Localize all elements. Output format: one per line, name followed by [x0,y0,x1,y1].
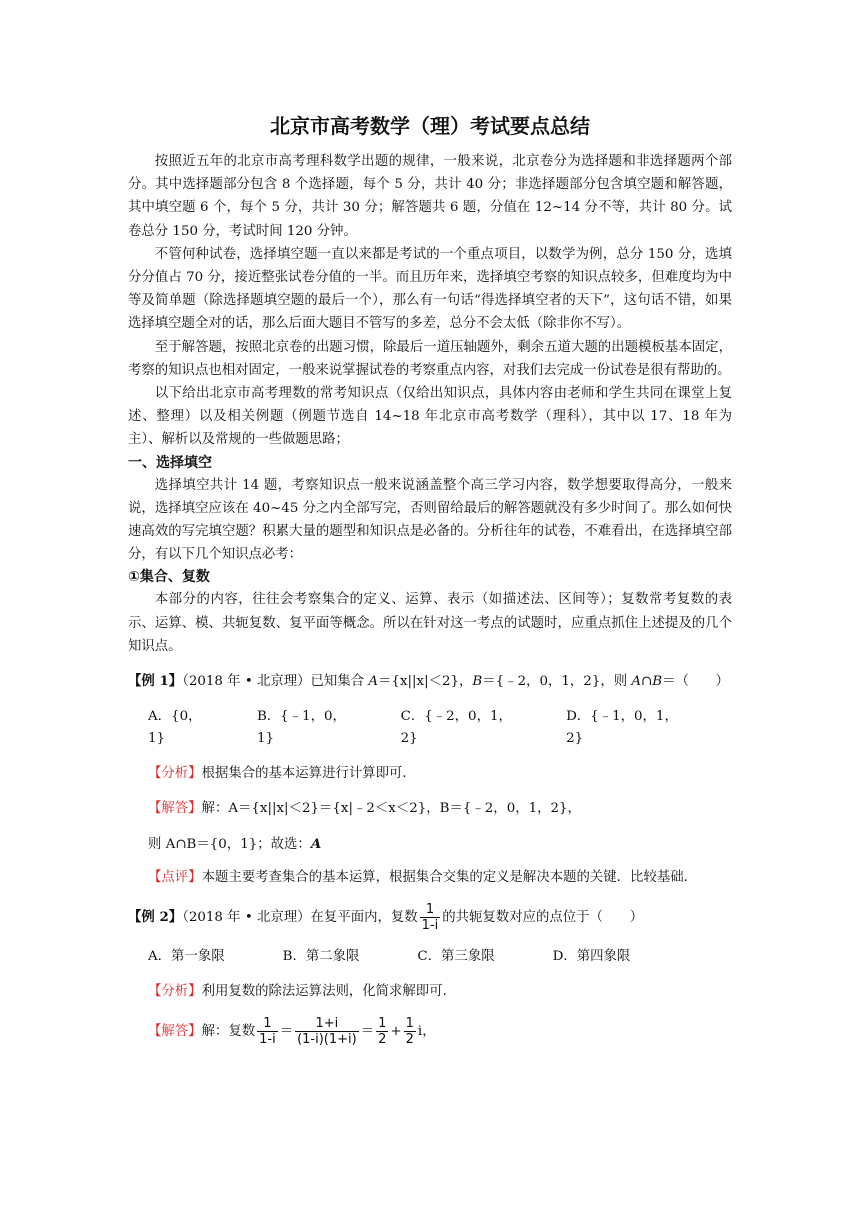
answer-tag: 【解答】 [148,801,202,817]
example-1-answer: 【解答】解：A＝{x||x|＜2}＝{x|﹣2＜x＜2}，B＝{﹣2，0，1，2}， [148,801,581,817]
option-d: D．第四象限 [552,949,631,965]
document-title: 北京市高考数学（理）考试要点总结 [270,114,590,138]
example-1-answer-line-2: 则 A∩B＝{0，1}；故选：A [148,836,322,853]
sub-paragraph: 本部分的内容，往往会考察集合的定义、运算、表示（如描述法、区间等）；复数常考复数的表示、运算、模、共轭复数、复平面等概念。所以在针对这一考点的试题时，应重点抓住上述提及的几个知识点。 [128,592,732,654]
intro-paragraph-2: 不管何种试卷，选择填空题一直以来都是考试的一个重点项目，以数学为例，总分 150 分，选填分分值占 70 分，接近整张试卷分值的一半。而且历年来，选择填空考察的知识点较多，但难度均为中等及简单题（除选择题填空题的最后一个），那么有一句话“得选择填空者的天下”，这句话不错，如果选择填空题全对的话，那么后面大题目不管写的多差，总分不会太低（除非你不写）。 [128,246,732,332]
example-2-question: 【例 2】（2018 年 • 北京理）在复平面内，复数 $\frac{1}{1-i}$ 的共轭复数对应的点位于（ ） [128,902,644,934]
fraction: $\frac{1+i}{(1-i)(1+i)}$ [297,1016,357,1048]
example-1-label: 【例 1】 [128,673,183,690]
fraction: $\frac{1}{2}$ [405,1016,414,1048]
intro-paragraph-3: 至于解答题，按照北京卷的出题习惯，除最后一道压轴题外，剩余五道大题的出题模板基本固定，考察的知识点也相对固定，一般来说掌握试卷的考察重点内容，对我们去完成一份试卷是很有帮助的。 [128,339,732,378]
answer-tag: 【解答】 [148,1024,202,1040]
option-a: A．{0，1} [148,709,202,747]
example-1-comment: 【点评】本题主要考查集合的基本运算，根据集合交集的定义是解决本题的关键．比较基础． [148,870,698,886]
option-c: C．{﹣2，0，1，2} [400,709,512,747]
section-paragraph: 选择填空共计 14 题，考察知识点一般来说涵盖整个高三学习内容，数学想要取得高分，一般来说，选择填空应该在 40~45 分之内全部写完，否则留给最后的解答题就没有多少时间了。那么如何快速高效的写完填空题？积累大量的题型和知识点是必备的。分析往年的试卷，不难看出，在选择填空部分，有以下几个知识点必考： [128,477,732,563]
option-b: B．第二象限 [282,949,360,965]
example-2-label: 【例 2】 [128,909,183,926]
analysis-tag: 【分析】 [148,766,202,782]
option-c: C．第三象限 [417,949,495,965]
option-d: D．{﹣1，0，1，2} [566,709,678,747]
fraction: $\frac{1}{1-i}$ [259,1016,276,1048]
intro-paragraph-4: 以下给出北京市高考理数的常考知识点（仅给出知识点，具体内容由老师和学生共同在课堂上复述、整理）以及相关例题（例题节选自 14~18 年北京市高考数学（理科），其中以 17、18 年为主）、解析以及常规的一些做题思路； [128,386,732,448]
option-b: B．{﹣1，0，1} [256,709,346,747]
example-2-options [148,946,732,968]
document-content [128,112,732,1047]
sub-heading-sets-complex: ①集合、复数 [128,569,210,586]
example-2-answer: 【解答】解：复数 $\frac{1}{1-i}$ ＝ $\frac{1+i}{(1-i)(1+i)}$ ＝ $\frac{1}{2}$ + $\frac{1}{2}$ i， [148,1016,436,1048]
example-1-question: 【例 1】（2018 年 • 北京理）已知集合 A＝{x||x|＜2}，B＝{﹣2，0，1，2}，则 A∩B＝（ ） [128,673,730,690]
comment-tag: 【点评】 [148,870,202,886]
analysis-tag: 【分析】 [148,984,202,1000]
intro-paragraph-1: 按照近五年的北京市高考理科数学出题的规律，一般来说，北京卷分为选择题和非选择题两个部分。其中选择题部分包含 8 个选择题，每个 5 分，共计 40 分；非选择题部分包含填空题和解答题，其中填空题 6 个，每个 5 分，共计 30 分；解答题共 6 题，分值在 12~14 分不等，共计 80 分。试卷总分 150 分，考试时间 120 分钟。 [128,154,732,239]
option-a: A．第一象限 [148,949,225,965]
example-1-options [148,706,732,750]
example-2-analysis: 【分析】利用复数的除法运算法则，化简求解即可． [148,984,456,1000]
section-heading-choice-fill: 一、选择填空 [128,454,212,471]
fraction: $\frac{1}{2}$ [378,1016,387,1048]
example-1-analysis: 【分析】根据集合的基本运算进行计算即可． [148,766,416,782]
fraction: $\frac{1}{1-i}$ [421,902,439,934]
